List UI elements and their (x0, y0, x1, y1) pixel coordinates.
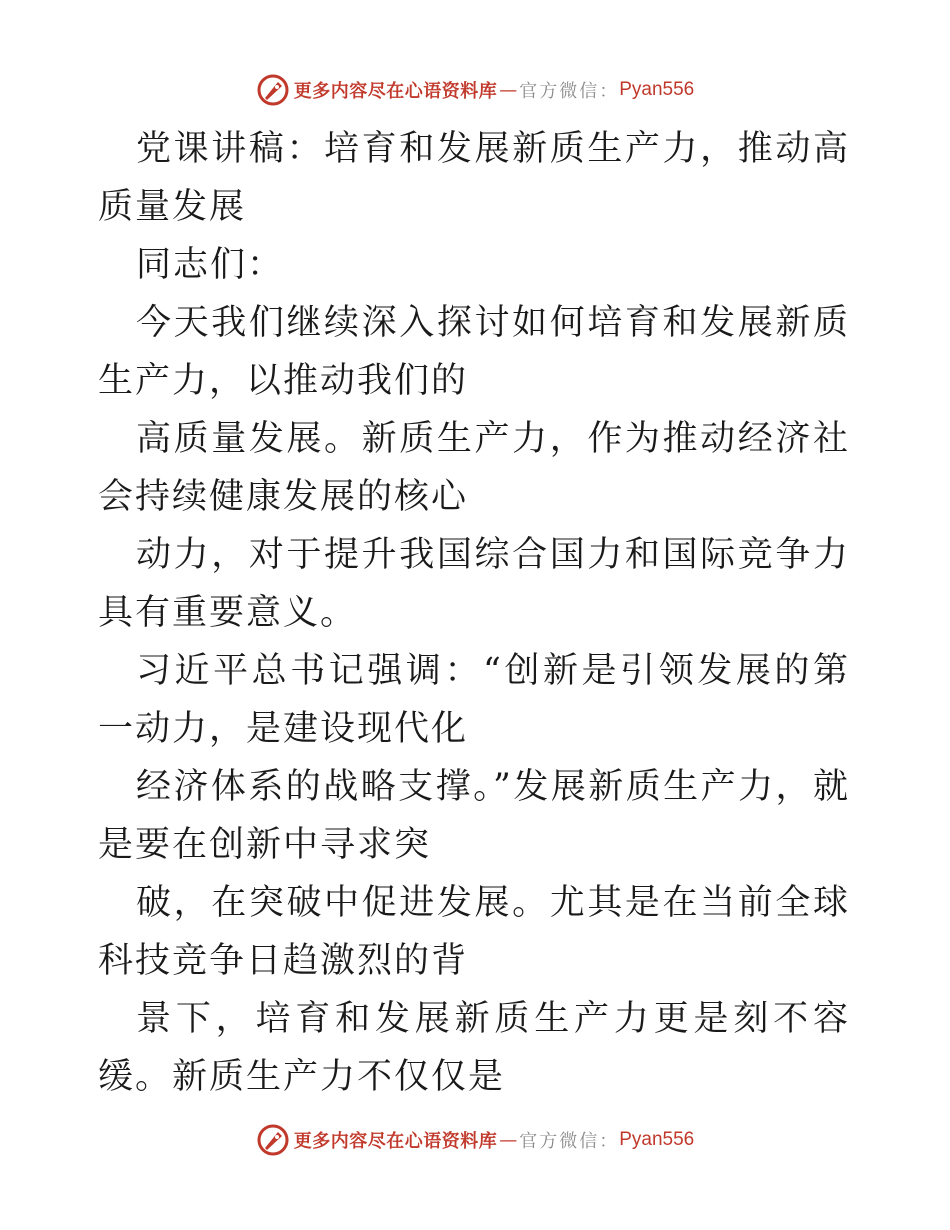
pen-nib-logo-icon (256, 73, 290, 107)
header-watermark (0, 70, 950, 110)
watermark-brand-text: 更多内容尽在心语资料库 (293, 1131, 498, 1152)
watermark-brand-text: 更多内容尽在心语资料库 (293, 81, 498, 102)
paragraph: 高质量发展。新质生产力，作为推动经济社会持续健康发展的核心 (98, 419, 850, 517)
watermark-official-label: 官方微信： (519, 1131, 620, 1152)
paragraph: 经济体系的战略支撑。”发展新质生产力，就是要在创新中寻求突 (98, 767, 850, 865)
watermark-wechat-id: Pyan556 (619, 1129, 695, 1150)
paragraph: 景下，培育和发展新质生产力更是刻不容缓。新质生产力不仅仅是 (98, 999, 850, 1097)
pen-nib-logo-icon (256, 1123, 290, 1157)
document-title: 党课讲稿：培育和发展新质生产力，推动高质量发展 (98, 129, 850, 227)
footer-watermark (0, 1120, 950, 1160)
paragraph: 动力，对于提升我国综合国力和国际竞争力具有重要意义。 (98, 535, 850, 633)
watermark-dash: — (499, 1129, 518, 1151)
paragraph: 今天我们继续深入探讨如何培育和发展新质生产力，以推动我们的 (98, 303, 850, 401)
paragraph: 破，在突破中促进发展。尤其是在当前全球科技竞争日趋激烈的背 (98, 883, 850, 981)
document-body (98, 120, 850, 1106)
watermark-official-label: 官方微信： (519, 81, 620, 102)
paragraph: 习近平总书记强调：“创新是引领发展的第一动力，是建设现代化 (98, 651, 850, 749)
salutation: 同志们： (136, 245, 285, 285)
watermark-wechat-id: Pyan556 (619, 79, 695, 100)
watermark-dash: — (499, 79, 518, 101)
